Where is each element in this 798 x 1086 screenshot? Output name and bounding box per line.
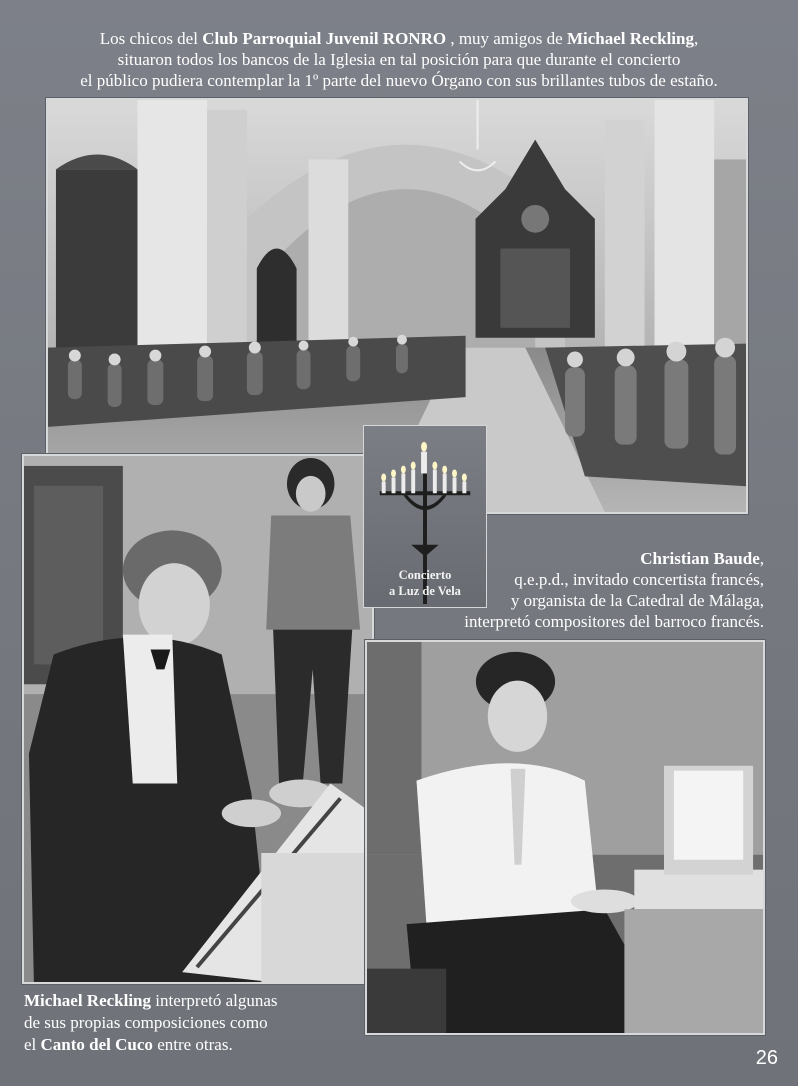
baude-name: Christian Baude: [640, 549, 760, 568]
baude-caption: Christian Baude, q.e.p.d., invitado concertista francés, y organista de la Catedral de Málaga, interpretó compositores del barroco francés.: [464, 549, 764, 631]
organist-name: Michael Reckling: [566, 29, 694, 48]
club-name: Club Parroquial Juvenil RONRO: [202, 29, 447, 48]
top-caption: [40, 28, 758, 91]
michael-reckling-photo: [22, 454, 374, 984]
page-number: 26: [755, 1047, 778, 1069]
top-caption-line-2: situaron todos los bancos de la Iglesia en tal posición para que durante el concierto: [117, 50, 681, 69]
christian-baude-photo: [365, 640, 765, 1035]
candle-concert-title: Concierto a Luz de Vela: [389, 568, 461, 598]
reckling-caption: Michael Reckling interpretó algunas de sus propias composiciones como el Canto del Cuco entre otras.: [24, 991, 278, 1054]
top-caption-line-1: Los chicos del Club Parroquial Juvenil RONRO , muy amigos de Michael Reckling,: [99, 29, 699, 48]
top-caption-line-3: el público pudiera contemplar la 1º parte del nuevo Órgano con sus brillantes tubos de estaño.: [80, 71, 718, 90]
reckling-name: Michael Reckling: [24, 991, 152, 1010]
song-title: Canto del Cuco: [40, 1035, 153, 1054]
